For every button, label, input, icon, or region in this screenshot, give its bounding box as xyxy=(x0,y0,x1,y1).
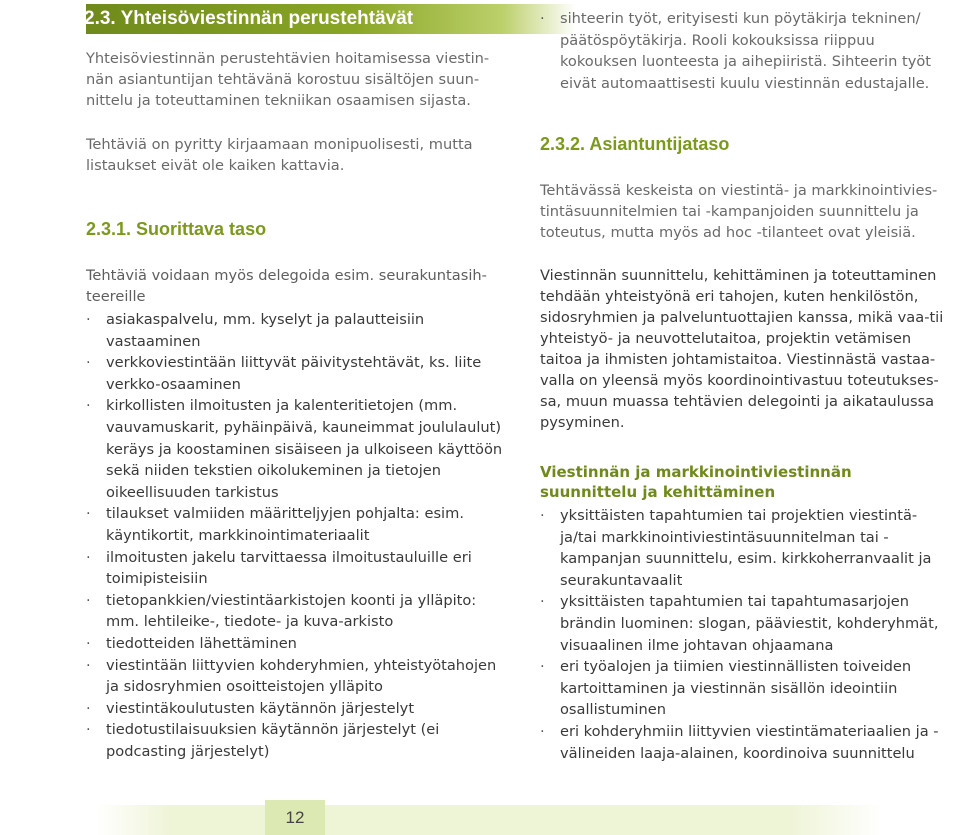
task-list-continued xyxy=(540,8,940,94)
subsection-intro: Tehtäviä voidaan myös delegoida esim. seurakuntasih-teereille xyxy=(86,267,487,305)
section-heading: 2.3. Yhteisöviestinnän perustehtävät xyxy=(86,4,576,34)
asiantuntija-body: Viestinnän suunnittelu, kehittäminen ja toteuttaminen tehdään yhteistyönä eri tahojen, kuten henkilöstön, sidosryhmien ja palveluntuottajien kanssa, mikä vaa-tii yhteistyö- ja neuvottelutaitoa, projektin vetämisen taitoa ja ihmisten johtamistaitoa. Viestinnästä vastaa-valla on yleensä myös koordinointivastuu toteutukses-sa, muun muassa tehtävien delegointi ja aikataulussa pysyminen. xyxy=(540,267,944,431)
intro-paragraph-2: Tehtäviä on pyritty kirjaamaan monipuolisesti, mutta listaukset eivät ole kaiken kattavia. xyxy=(86,136,473,174)
intro-paragraph-1: Yhteisöviestinnän perustehtävien hoitamisessa viestin-nän asiantuntijan tehtävänä korostuu sisältöjen suun-nittelu ja toteuttaminen tekniikan osaamisen sijasta. xyxy=(86,50,490,109)
list-item: · yksittäisten tapahtumien tai projektien viestintä-ja/tai markkinointiviestintäsuunnitelman tai -kampanjan suunnittelu, esim. kirkkoherranvaalit ja seurakuntavaalit xyxy=(540,505,940,591)
list-item: · kirkollisten ilmoitusten ja kalenteritietojen (mm. vauvamuskarit, pyhäinpäivä, kauneimmat joululaulut) keräys ja koostaminen sisäiseen ja ulkoiseen käyttöön sekä niiden tekstien oikolukeminen ja tietojen oikeellisuuden tarkistus xyxy=(86,395,506,503)
list-item: · tietopankkien/viestintäarkistojen koonti ja ylläpito: mm. lehtileike-, tiedote- ja kuva-arkisto xyxy=(86,590,506,633)
footer-bar xyxy=(0,805,960,835)
list-item: · eri työalojen ja tiimien viestinnällisten toiveiden kartoittaminen ja viestinnän sisällön ideointiin osallistuminen xyxy=(540,656,940,721)
list-item: · viestintään liittyvien kohderyhmien, yhteistyötahojen ja sidosryhmien osoitteistojen ylläpito xyxy=(86,655,506,698)
page-number: 12 xyxy=(265,800,325,835)
list-item: · asiakaspalvelu, mm. kyselyt ja palautteisiin vastaaminen xyxy=(86,309,506,352)
list-item: · tiedotustilaisuuksien käytännön järjestelyt (ei podcasting järjestelyt) xyxy=(86,719,506,762)
task-list-suorittava xyxy=(86,309,506,762)
subsection-heading-2-3-2: 2.3.2. Asiantuntijataso xyxy=(540,134,730,154)
list-item: · viestintäkoulutusten käytännön järjestelyt xyxy=(86,698,506,720)
asiantuntija-intro: Tehtävässä keskeista on viestintä- ja markkinointivies-tintäsuunnitelmien tai -kampanjoiden suunnittelu ja toteutus, mutta myös ad hoc -tilanteet ovat yleisiä. xyxy=(540,182,938,241)
list-item: · sihteerin työt, erityisesti kun pöytäkirja tekninen/ päätöspöytäkirja. Rooli kokouksissa riippuu kokouksen luonteesta ja aihepiiristä. Sihteerin työt eivät automaattisesti kuulu viestinnän edustajalle. xyxy=(540,8,940,94)
subsection-heading-2-3-1: 2.3.1. Suorittava taso xyxy=(86,219,267,239)
list-item: · tiedotteiden lähettäminen xyxy=(86,633,506,655)
list-item: · ilmoitusten jakelu tarvittaessa ilmoitustauluille eri toimipisteisiin xyxy=(86,547,506,590)
planning-task-list xyxy=(540,505,940,764)
planning-heading: Viestinnän ja markkinointiviestinnän suunnittelu ja kehittäminen xyxy=(540,463,852,501)
list-item: · tilaukset valmiiden määritteljyjen pohjalta: esim. käyntikortit, markkinointimateriaalit xyxy=(86,503,506,546)
list-item: · verkkoviestintään liittyvät päivitystehtävät, ks. liite verkko-osaaminen xyxy=(86,352,506,395)
list-item: · yksittäisten tapahtumien tai tapahtumasarjojen brändin luominen: slogan, pääviestit, kohderyhmät, visuaalinen ilme johtavan ohjaamana xyxy=(540,591,940,656)
list-item: · eri kohderyhmiin liittyvien viestintämateriaalien ja -välineiden laaja-alainen, koordinoiva suunnittelu xyxy=(540,721,940,764)
